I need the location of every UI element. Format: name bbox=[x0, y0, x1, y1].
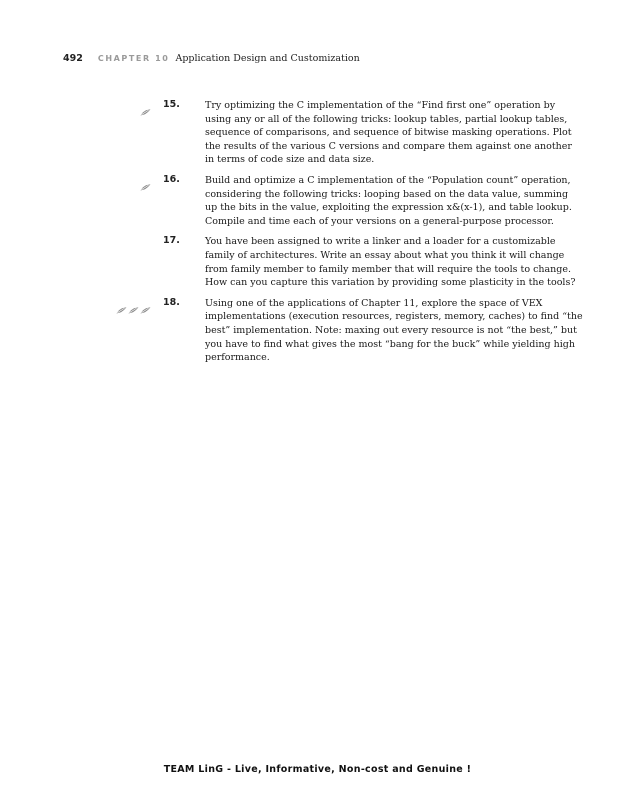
exercise-item bbox=[0, 235, 635, 289]
exercise-text bbox=[205, 99, 589, 167]
exercise-text-line: sequence of comparisons, and sequence of bitwise masking operations. Plot bbox=[205, 127, 572, 139]
exercise-item bbox=[0, 174, 635, 228]
page-number: 492 bbox=[63, 53, 83, 64]
exercise-number: 16. bbox=[163, 173, 180, 185]
chapter-title: Application Design and Customization bbox=[175, 53, 360, 64]
exercise-text-line: You have been assigned to write a linker and a loader for a customizable bbox=[205, 236, 556, 248]
exercise-text-line: Compile and time each of your versions on a general-purpose processor. bbox=[205, 215, 554, 227]
exercise-text bbox=[205, 174, 589, 228]
exercise-text-line: Try optimizing the C implementation of the “Find first one” operation by bbox=[205, 100, 556, 111]
exercise-text-line: the results of the various C versions and compare them against one another bbox=[205, 140, 572, 152]
exercise-text-line: family of architectures. Write an essay about what you think it will change bbox=[205, 249, 565, 261]
exercise-text bbox=[205, 235, 589, 289]
difficulty-pencil-icon bbox=[116, 299, 127, 318]
exercise-list bbox=[0, 99, 635, 372]
exercise-text-line: in terms of code size and data size. bbox=[205, 154, 375, 166]
exercise-text-line: you have to find what gives the most “bang for the buck” while yielding high bbox=[205, 338, 575, 350]
difficulty-marks bbox=[140, 101, 151, 120]
exercise-text-line: How can you capture this variation by providing some plasticity in the tools? bbox=[205, 277, 576, 289]
exercise-item bbox=[0, 99, 635, 167]
difficulty-pencil-icon bbox=[140, 176, 151, 195]
exercise-text-line: Build and optimize a C implementation of the “Population count” operation, bbox=[205, 174, 571, 186]
difficulty-pencil-icon bbox=[140, 101, 151, 120]
exercise-number: 15. bbox=[163, 99, 180, 110]
difficulty-marks bbox=[140, 176, 151, 195]
difficulty-marks bbox=[116, 299, 151, 318]
chapter-label: CHAPTER 10 bbox=[97, 54, 170, 63]
exercise-text-line: using any or all of the following tricks: lookup tables, partial lookup tables, bbox=[205, 113, 568, 125]
difficulty-pencil-icon bbox=[140, 299, 151, 318]
exercise-text-line: performance. bbox=[205, 352, 270, 364]
exercise-text-line: up the bits in the value, exploiting the expression x&(x-1), and table lookup. bbox=[205, 202, 572, 214]
running-header bbox=[63, 53, 360, 64]
exercise-text-line: considering the following tricks: looping based on the data value, summing bbox=[205, 188, 569, 200]
exercise-item bbox=[0, 297, 635, 365]
exercise-text bbox=[205, 297, 589, 365]
exercise-text-line: Using one of the applications of Chapter 11, explore the space of VEX bbox=[205, 297, 543, 309]
footer-banner: TEAM LinG - Live, Informative, Non-cost and Genuine ! bbox=[163, 764, 472, 775]
exercise-text-line: from family member to family member that will require the tools to change. bbox=[205, 263, 572, 275]
exercise-text-line: best” implementation. Note: maxing out every resource is not “the best,” but bbox=[205, 324, 577, 336]
difficulty-pencil-icon bbox=[128, 299, 139, 318]
exercise-number: 18. bbox=[163, 296, 180, 308]
exercise-number: 17. bbox=[163, 235, 180, 247]
exercise-text-line: implementations (execution resources, registers, memory, caches) to find “the bbox=[205, 311, 583, 323]
